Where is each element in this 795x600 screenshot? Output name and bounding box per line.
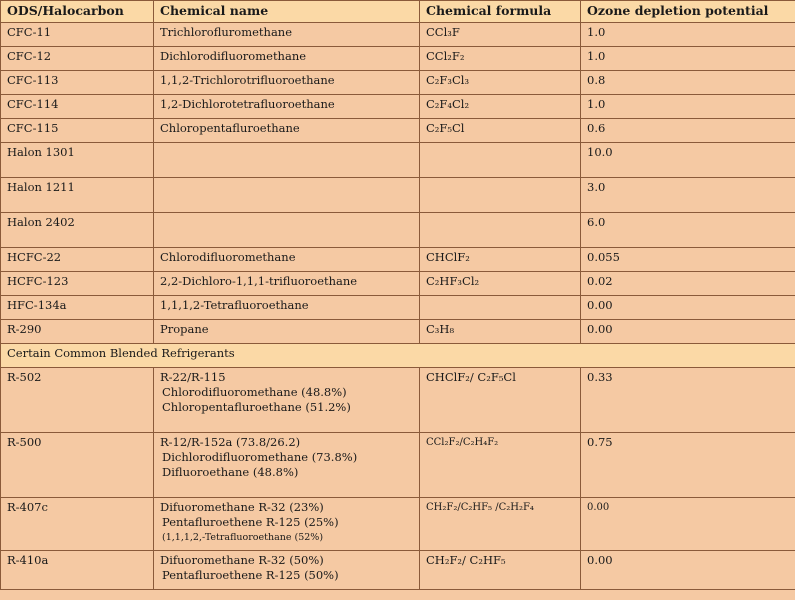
table-row bbox=[1, 178, 795, 213]
name-line: Pentafluroethene R-125 (25%) bbox=[162, 515, 339, 529]
header-chemical-formula: Chemical formula bbox=[420, 1, 581, 23]
table-row bbox=[1, 47, 795, 71]
name-cell: Trichlorofluromethane bbox=[154, 23, 420, 47]
odp-cell: 0.02 bbox=[581, 272, 795, 296]
ods-cell: HCFC-123 bbox=[1, 272, 154, 296]
ods-cell: R-500 bbox=[1, 433, 154, 498]
table-row bbox=[1, 23, 795, 47]
table-row bbox=[1, 296, 795, 320]
table-row bbox=[1, 272, 795, 296]
odp-cell: 0.00 bbox=[581, 551, 795, 590]
section-header-row bbox=[1, 344, 795, 368]
odp-cell: 10.0 bbox=[581, 143, 795, 178]
ods-cell: CFC-113 bbox=[1, 71, 154, 95]
header-ods: ODS/Halocarbon bbox=[1, 1, 154, 23]
header-row bbox=[1, 1, 795, 23]
section-title: Certain Common Blended Refrigerants bbox=[1, 344, 795, 368]
name-cell: Propane bbox=[154, 320, 420, 344]
formula-cell: CHClF₂/ C₂F₅Cl bbox=[420, 368, 581, 433]
table-row bbox=[1, 551, 795, 590]
name-cell: 1,1,1,2-Tetrafluoroethane bbox=[154, 296, 420, 320]
odp-cell: 1.0 bbox=[581, 47, 795, 71]
odp-cell: 0.00 bbox=[581, 498, 795, 551]
name-line: Chloropentafluroethane (51.2%) bbox=[162, 400, 351, 414]
name-cell bbox=[154, 178, 420, 213]
table-row bbox=[1, 95, 795, 119]
formula-cell: CH₂F₂/ C₂HF₅ bbox=[420, 551, 581, 590]
name-cell: Chloropentafluroethane bbox=[154, 119, 420, 143]
table-row bbox=[1, 213, 795, 248]
odp-cell: 0.00 bbox=[581, 296, 795, 320]
formula-cell: C₃H₈ bbox=[420, 320, 581, 344]
ods-cell: CFC-11 bbox=[1, 23, 154, 47]
name-cell: Chlorodifluoromethane bbox=[154, 248, 420, 272]
name-cell bbox=[154, 213, 420, 248]
table-row bbox=[1, 320, 795, 344]
formula-cell: CH₂F₂/C₂HF₅ /C₂H₂F₄ bbox=[420, 498, 581, 551]
name-line: R-22/R-115 bbox=[160, 370, 226, 384]
formula-cell: CHClF₂ bbox=[420, 248, 581, 272]
formula-cell: CCl₂F₂ bbox=[420, 47, 581, 71]
name-cell: Dichlorodifluoromethane bbox=[154, 47, 420, 71]
odp-cell: 6.0 bbox=[581, 213, 795, 248]
name-cell bbox=[154, 498, 420, 551]
odp-cell: 3.0 bbox=[581, 178, 795, 213]
formula-cell: C₂F₅Cl bbox=[420, 119, 581, 143]
name-cell bbox=[154, 433, 420, 498]
odp-cell: 1.0 bbox=[581, 95, 795, 119]
ods-cell: CFC-115 bbox=[1, 119, 154, 143]
table-row bbox=[1, 368, 795, 433]
header-odp: Ozone depletion potential bbox=[581, 1, 795, 23]
ods-cell: R-407c bbox=[1, 498, 154, 551]
name-line: Dichlorodifluoromethane (73.8%) bbox=[162, 450, 358, 464]
ods-cell: CFC-114 bbox=[1, 95, 154, 119]
formula-cell: C₂HF₃Cl₂ bbox=[420, 272, 581, 296]
ods-cell: Halon 1211 bbox=[1, 178, 154, 213]
ods-cell: Halon 2402 bbox=[1, 213, 154, 248]
name-line: (1,1,1,2,-Tetrafluoroethane (52%) bbox=[162, 532, 324, 543]
table-row bbox=[1, 433, 795, 498]
name-line: Pentafluroethene R-125 (50%) bbox=[162, 568, 339, 582]
formula-cell bbox=[420, 178, 581, 213]
ods-cell: CFC-12 bbox=[1, 47, 154, 71]
formula-cell: CCl₂F₂/C₂H₄F₂ bbox=[420, 433, 581, 498]
formula-cell: C₂F₃Cl₃ bbox=[420, 71, 581, 95]
name-cell bbox=[154, 551, 420, 590]
name-cell bbox=[154, 368, 420, 433]
ods-cell: HCFC-22 bbox=[1, 248, 154, 272]
table-row bbox=[1, 71, 795, 95]
formula-cell bbox=[420, 213, 581, 248]
formula-cell: C₂F₄Cl₂ bbox=[420, 95, 581, 119]
name-cell bbox=[154, 143, 420, 178]
ods-cell: Halon 1301 bbox=[1, 143, 154, 178]
odp-cell: 0.00 bbox=[581, 320, 795, 344]
odp-cell: 0.33 bbox=[581, 368, 795, 433]
table-row bbox=[1, 248, 795, 272]
header-chemical-name: Chemical name bbox=[154, 1, 420, 23]
odp-cell: 0.6 bbox=[581, 119, 795, 143]
table-row bbox=[1, 119, 795, 143]
name-line: Difuoromethane R-32 (50%) bbox=[160, 553, 324, 567]
ods-cell: R-410a bbox=[1, 551, 154, 590]
name-line: R-12/R-152a (73.8/26.2) bbox=[160, 435, 301, 449]
ods-cell: R-290 bbox=[1, 320, 154, 344]
table-row bbox=[1, 498, 795, 551]
table-row bbox=[1, 143, 795, 178]
name-cell: 1,2-Dichlorotetrafluoroethane bbox=[154, 95, 420, 119]
odp-cell: 0.75 bbox=[581, 433, 795, 498]
formula-cell bbox=[420, 143, 581, 178]
ods-cell: HFC-134a bbox=[1, 296, 154, 320]
name-line: Chlorodifluoromethane (48.8%) bbox=[162, 385, 347, 399]
odp-cell: 0.8 bbox=[581, 71, 795, 95]
odp-cell: 1.0 bbox=[581, 23, 795, 47]
ods-cell: R-502 bbox=[1, 368, 154, 433]
name-cell: 2,2-Dichloro-1,1,1-trifluoroethane bbox=[154, 272, 420, 296]
name-cell: 1,1,2-Trichlorotrifluoroethane bbox=[154, 71, 420, 95]
formula-cell bbox=[420, 296, 581, 320]
name-line: Difluoroethane (48.8%) bbox=[162, 465, 299, 479]
odp-cell: 0.055 bbox=[581, 248, 795, 272]
formula-cell: CCl₃F bbox=[420, 23, 581, 47]
name-line: Difuoromethane R-32 (23%) bbox=[160, 500, 324, 514]
